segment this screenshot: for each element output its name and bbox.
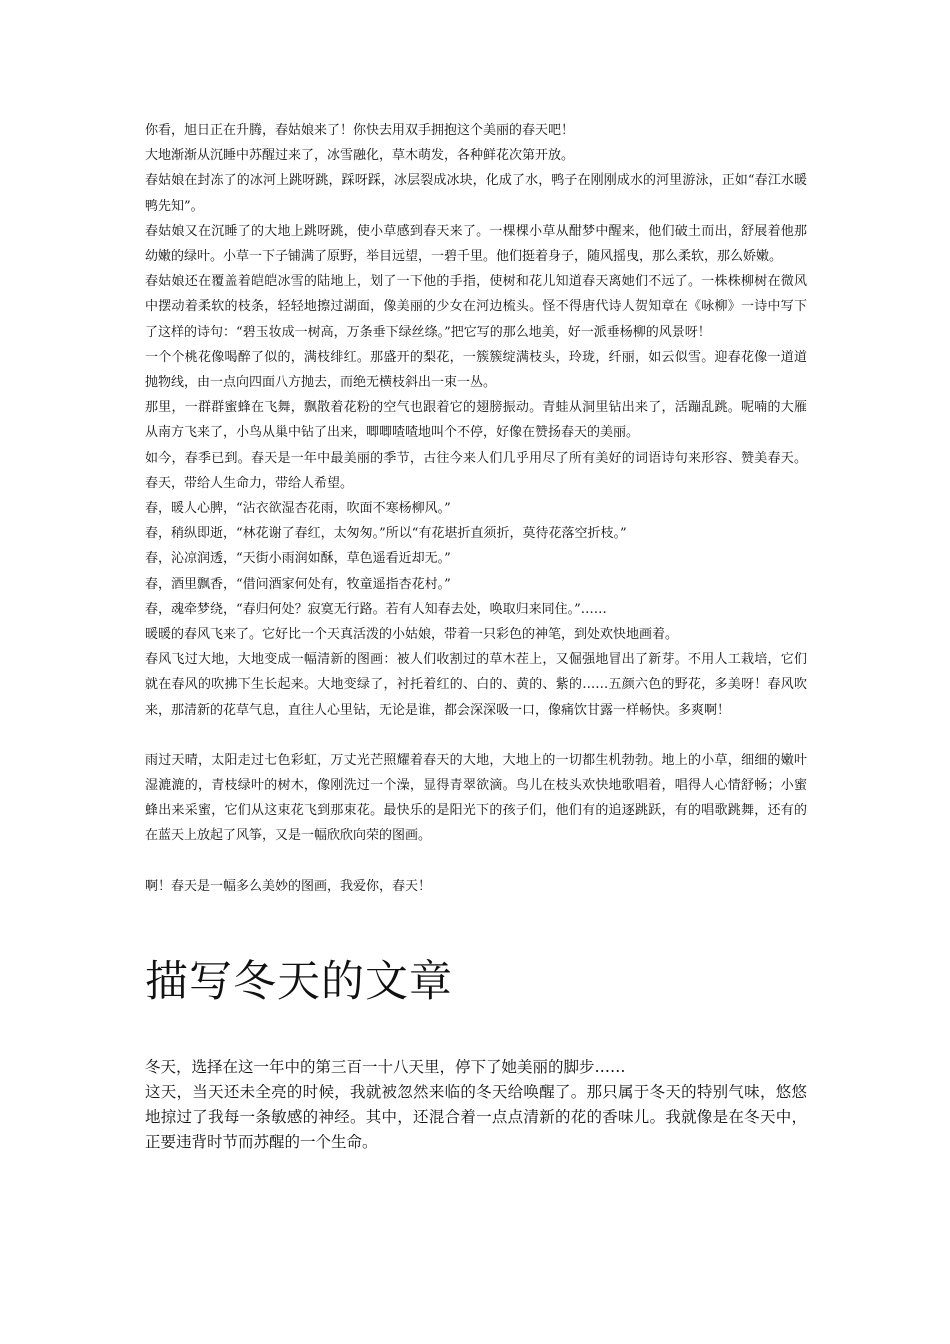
closing-paragraph: 啊！春天是一幅多么美妙的图画，我爱你，春天！ [145, 878, 432, 894]
paragraph: 你看，旭日正在升腾，春姑娘来了！你快去用双手拥抱这个美丽的春天吧！ [145, 123, 575, 138]
spring-essay [145, 118, 807, 899]
paragraph: 春姑娘又在沉睡了的大地上跳呀跳，使小草感到春天来了。一棵棵小草从酣梦中醒来，他们破土而出，舒展着他那幼嫩的绿叶。小草一下子铺满了原野，举目远望，一碧千里。他们挺着身子，随风摇曳，那么柔软，那么娇嫩。 [145, 223, 807, 265]
paragraph: 春，酒里飘香，“借问酒家何处有，牧童遥指杏花村。” [145, 576, 451, 592]
paragraph: 春姑娘还在覆盖着皑皑冰雪的陆地上，划了一下他的手指，使树和花儿知道春天离她们不远了。一株株柳树在微风中摆动着柔软的枝条，轻轻地擦过湖面，像美丽的少女在河边梳头。怪不得唐代诗人贺知章在《咏柳》一诗中写下了这样的诗句：“碧玉妆成一树高，万条垂下绿丝绦。”把它写的那么地美，好一派垂杨柳的风景呀！ [145, 274, 807, 340]
paragraph: 春，暖人心脾，“沾衣欲湿杏花雨，吹面不寒杨柳风。” [145, 501, 451, 517]
paragraph: 如今，春季已到。春天是一年中最美丽的季节，古往今来人们几乎用尽了所有美好的词语诗句来形容、赞美春天。春天，带给人生命力，带给人希望。 [145, 450, 807, 491]
winter-essay [145, 1055, 807, 1155]
paragraph: 春姑娘在封冻了的冰河上跳呀跳，踩呀踩，冰层裂成冰块，化成了水，鸭子在刚刚成水的河里游泳，正如“春江水暖鸭先知”。 [145, 173, 807, 214]
paragraph: 暖暖的春风飞来了。它好比一个天真活泼的小姑娘，带着一只彩色的神笔，到处欢快地画着。 [145, 627, 679, 643]
paragraph: 大地渐渐从沉睡中苏醒过来了，冰雪融化，草木萌发，各种鲜花次第开放。 [145, 148, 575, 164]
document-page [145, 118, 807, 1155]
paragraph: 春，沁凉润透，“天街小雨润如酥，草色遥看近却无。” [145, 551, 451, 567]
paragraph: 一个个桃花像喝醉了似的，满枝绯红。那盛开的梨花，一簇簇绽满枝头，玲珑，纤丽，如云似雪。迎春花像一道道抛物线，由一点向四面八方抛去，而绝无横枝斜出一束一丛。 [145, 349, 807, 391]
paragraph: 冬天，选择在这一年中的第三百一十八天里，停下了她美丽的脚步…… [145, 1057, 626, 1076]
rain-paragraph: 雨过天晴，太阳走过七色彩虹，万丈光芒照耀着春天的大地，大地上的一切都生机勃勃。地上的小草，细细的嫩叶湿漉漉的，青枝绿叶的树木，像刚洗过一个澡，显得青翠欲滴。鸟儿在枝头欢快地歌唱着，唱得人心情舒畅；小蜜蜂出来采蜜，它们从这束花飞到那束花。最快乐的是阳光下的孩子们，他们有的追逐跳跃，有的唱歌跳舞，还有的在蓝天上放起了风筝，又是一幅欣欣向荣的图画。 [145, 752, 807, 844]
paragraph: 春，魂牵梦绕，“春归何处？寂寞无行路。若有人知春去处，唤取归来同住。”…… [145, 601, 607, 617]
paragraph: 这天，当天还未全亮的时候，我就被忽然来临的冬天给唤醒了。那只属于冬天的特别气味，悠悠地掠过了我每一条敏感的神经。其中，还混合着一点点清新的花的香味儿。我就像是在冬天中，正要违背时节而苏醒的一个生命。 [145, 1082, 807, 1151]
paragraph: 那里，一群群蜜蜂在飞舞，飘散着花粉的空气也跟着它的翅膀振动。青蛙从洞里钻出来了，活蹦乱跳。呢喃的大雁从南方飞来了，小鸟从巢中钻了出来，唧唧喳喳地叫个不停，好像在赞扬春天的美丽。 [145, 400, 807, 441]
paragraph: 春，稍纵即逝，“林花谢了春红，太匆匆。”所以“有花堪折直须折，莫待花落空折枝。” [145, 526, 627, 542]
winter-essay-title: 描写冬天的文章 [145, 956, 453, 1007]
paragraph: 春风飞过大地，大地变成一幅清新的图画：被人们收割过的草木茬上，又倔强地冒出了新芽。不用人工栽培，它们就在春风的吹拂下生长起来。大地变绿了，衬托着红的、白的、黄的、紫的……五颜六色的野花，多美呀！春风吹来，那清新的花草气息，直往人心里钻，无论是谁，都会深深吸一口，像痛饮甘露一样畅快。多爽啊！ [145, 652, 807, 718]
